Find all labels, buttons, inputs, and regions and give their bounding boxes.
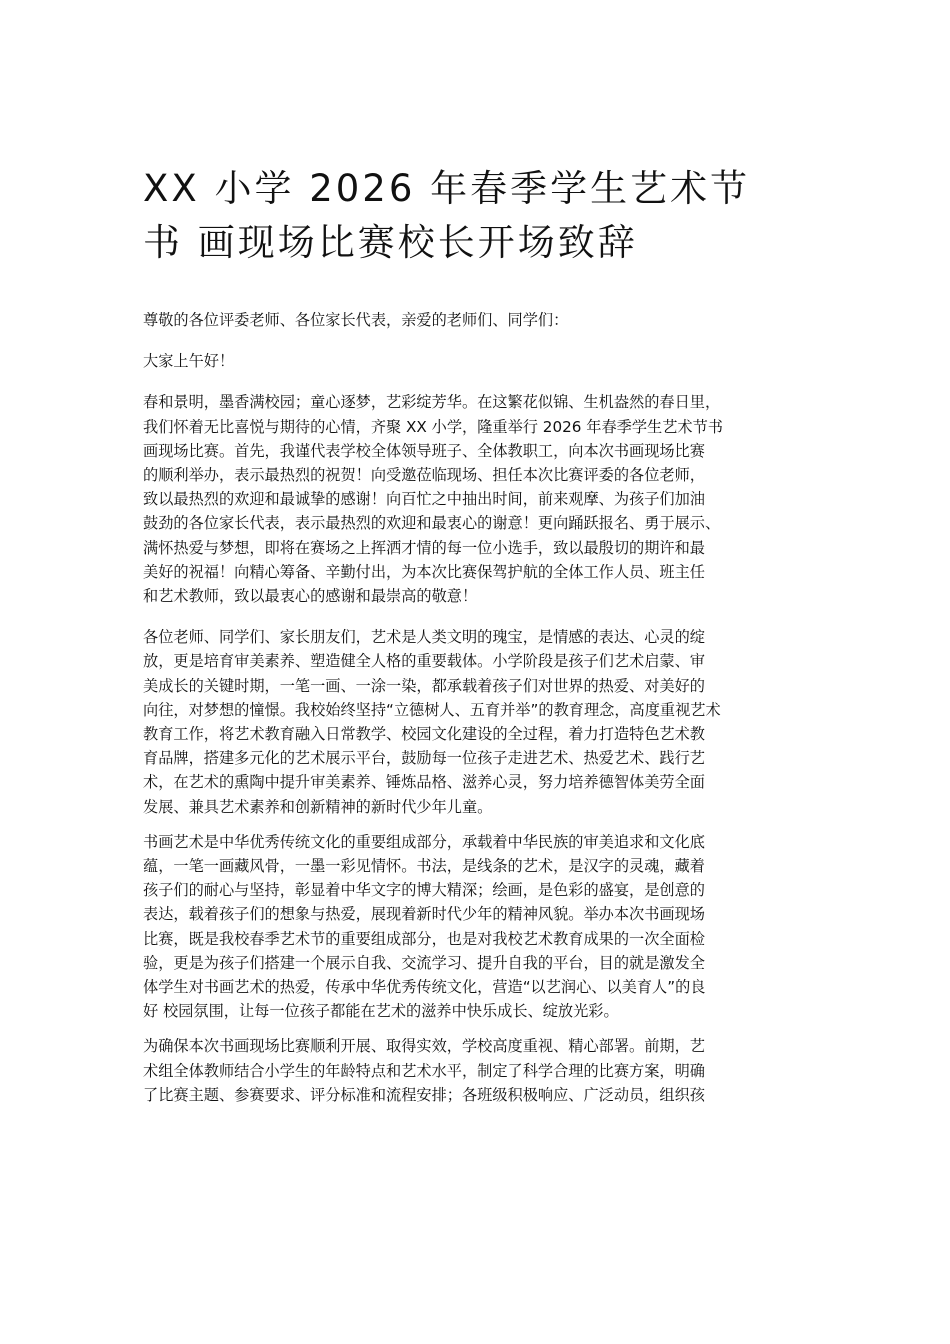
text-line: 我们怀着无比喜悦与期待的心情，齐聚 XX 小学，隆重举行 2026 年春季学生艺术节书 <box>143 417 723 436</box>
text-line: 美好的祝福！向精心筹备、辛勤付出，为本次比赛保驾护航的全体工作人员、班主任 <box>143 562 705 581</box>
text-line: 的顺利举办，表示最热烈的祝贺！向受邀莅临现场、担任本次比赛评委的各位老师， <box>143 466 705 485</box>
document-body <box>143 308 823 1120</box>
text-line: 术组全体教师结合小学生的年龄特点和艺术水平，制定了科学合理的比赛方案，明确 <box>143 1061 705 1080</box>
text-line: 美成长的关键时期，一笔一画、一涂一染，都承载着孩子们对世界的热爱、对美好的 <box>143 676 705 695</box>
text-line: 育品牌，搭建多元化的艺术展示平台，鼓励每一位孩子走进艺术、热爱艺术、践行艺 <box>143 749 705 768</box>
text-line: 好 校园氛围，让每一位孩子都能在艺术的滋养中快乐成长、绽放光彩。 <box>143 1002 619 1021</box>
text-line: 画现场比赛。首先，我谨代表学校全体领导班子、全体教职工，向本次书画现场比赛 <box>143 441 705 460</box>
text-line: 大家上午好！ <box>143 352 235 371</box>
text-line: 了比赛主题、参赛要求、评分标准和流程安排；各班级积极响应、广泛动员，组织孩 <box>143 1085 705 1104</box>
body-paragraph-1 <box>143 390 823 608</box>
document-title <box>143 162 823 270</box>
text-line: 表达，载着孩子们的想象与热爱，展现着新时代少年的精神风貌。举办本次书画现场 <box>143 905 705 924</box>
text-line: 向往，对梦想的憧憬。我校始终坚持“立德树人、五育并举”的教育理念，高度重视艺术 <box>143 700 721 719</box>
text-line: 春和景明，墨香满校园；童心逐梦，艺彩绽芳华。在这繁花似锦、生机盎然的春日里， <box>143 393 721 412</box>
text-line: 书画艺术是中华优秀传统文化的重要组成部分，承载着中华民族的审美追求和文化底 <box>143 832 705 851</box>
text-line: 教育工作，将艺术教育融入日常教学、校园文化建设的全过程，着力打造特色艺术教 <box>143 725 705 744</box>
text-line: 满怀热爱与梦想，即将在赛场之上挥洒才情的每一位小选手，致以最殷切的期许和最 <box>143 538 705 557</box>
text-line: 鼓劲的各位家长代表，表示最热烈的欢迎和最衷心的谢意！更向踊跃报名、勇于展示、 <box>143 514 721 533</box>
text-line: 蕴，一笔一画藏风骨，一墨一彩见情怀。书法，是线条的艺术，是汉字的灵魂，藏着 <box>143 857 705 876</box>
text-line: 放，更是培育审美素养、塑造健全人格的重要载体。小学阶段是孩子们艺术启蒙、审 <box>143 652 705 671</box>
text-line: 比赛，既是我校春季艺术节的重要组成部分，也是对我校艺术教育成果的一次全面检 <box>143 929 705 948</box>
text-line: 孩子们的耐心与坚持，彰显着中华文字的博大精深；绘画，是色彩的盛宴，是创意的 <box>143 881 705 900</box>
text-line: 发展、兼具艺术素养和创新精神的新时代少年儿童。 <box>143 797 493 816</box>
text-line: 验，更是为孩子们搭建一个展示自我、交流学习、提升自我的平台，目的就是激发全 <box>143 953 705 972</box>
text-line: 体学生对书画艺术的热爱，传承中华优秀传统文化，营造“以艺润心、以美育人”的良 <box>143 978 706 997</box>
title-line-1: XX 小学 2026 年春季学生艺术节 <box>143 167 751 210</box>
text-line: 各位老师、同学们、家长朋友们，艺术是人类文明的瑰宝，是情感的表达、心灵的绽 <box>143 628 705 647</box>
text-line: 尊敬的各位评委老师、各位家长代表，亲爱的老师们、同学们： <box>143 311 569 329</box>
salutation-paragraph <box>143 308 823 332</box>
title-line-2: 书 画现场比赛校长开场致辞 <box>143 221 638 264</box>
text-line: 致以最热烈的欢迎和最诚挚的感谢！向百忙之中抽出时间，前来观摩、为孩子们加油 <box>143 490 705 509</box>
body-paragraph-4 <box>143 1034 823 1107</box>
text-line: 术，在艺术的熏陶中提升审美素养、锤炼品格、滋养心灵，努力培养德智体美劳全面 <box>143 773 705 792</box>
body-paragraph-3 <box>143 830 823 1024</box>
text-line: 为确保本次书画现场比赛顺利开展、取得实效，学校高度重视、精心部署。前期，艺 <box>143 1037 705 1056</box>
greeting-paragraph <box>143 349 823 373</box>
text-line: 和艺术教师，致以最衷心的感谢和最崇高的敬意！ <box>143 587 478 606</box>
body-paragraph-2 <box>143 625 823 819</box>
